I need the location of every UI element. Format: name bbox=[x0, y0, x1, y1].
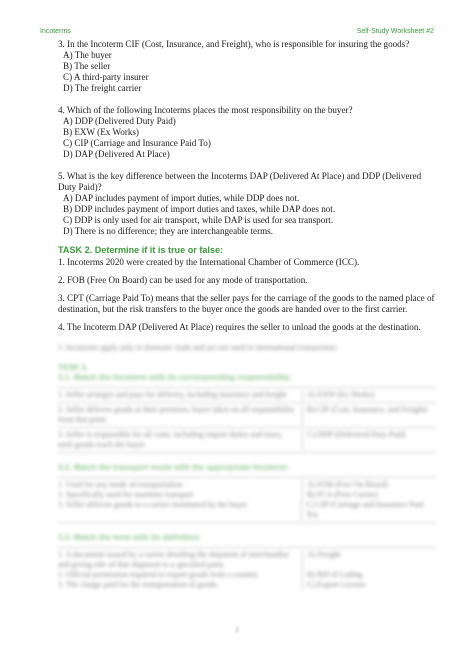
option: A) DAP includes payment of import duties, while DDP does not. bbox=[63, 193, 300, 203]
header-worksheet-label: Self-Study Worksheet #2 bbox=[356, 28, 434, 35]
table-row bbox=[58, 390, 436, 400]
table-cell: 1. Seller arranges and pays for delivery, including insurance and freight bbox=[58, 390, 303, 400]
header-title: Incoterms bbox=[40, 28, 71, 35]
table-cell: A) Freight bbox=[307, 550, 341, 559]
option: A) The buyer bbox=[63, 50, 112, 60]
statement: 5. Incoterms apply only to domestic trade and are not used in international transactions. bbox=[58, 343, 339, 352]
option: D) The freight carrier bbox=[63, 83, 142, 93]
table-cell: A) EXW (Ex Works) bbox=[307, 390, 375, 399]
task-2-title: TASK 2. Determine if it is true or false: bbox=[58, 245, 224, 255]
table-cell: 2. Official permission required to export goods from a country. bbox=[58, 570, 303, 580]
page-number: 2 bbox=[235, 626, 239, 634]
task-3-title: TASK 3. bbox=[58, 363, 89, 372]
table-row bbox=[58, 580, 436, 590]
table-row bbox=[58, 500, 436, 520]
statement: 3. CPT (Carriage Paid To) means that the seller pays for the carriage of the goods to the named place of destination, but the risk transfers to the buyer once the goods are handed over to the first carrier. bbox=[58, 293, 435, 314]
table-cell: 2. Specifically used for maritime transport bbox=[58, 490, 303, 500]
option: B) The seller bbox=[63, 61, 111, 71]
match-table-3-3 bbox=[58, 547, 436, 590]
option: C) DDP is only used for air transport, while DAP is used for sea transport. bbox=[63, 215, 334, 225]
section-3-3-title: 3.3. Match the term with its definition: bbox=[58, 533, 202, 542]
option: D) There is no difference; they are interchangeable terms. bbox=[63, 226, 273, 236]
option: A) DDP (Delivered Duty Paid) bbox=[63, 116, 176, 126]
statement: 1. Incoterms 2020 were created by the International Chamber of Commerce (ICC). bbox=[58, 257, 360, 267]
section-3-1-title: 3.1. Match the Incoterm with its corresponding responsibility: bbox=[58, 373, 292, 382]
table-cell: 3. Seller delivers goods to a carrier nominated by the buyer bbox=[58, 500, 302, 520]
table-cell: 2. Seller delivers goods at their premises; buyer takes on all responsibility from that point bbox=[58, 405, 303, 425]
question-options bbox=[63, 193, 436, 237]
worksheet-content bbox=[58, 39, 436, 340]
table-cell: 3. The charge paid for the transportation of goods. bbox=[58, 580, 303, 590]
section-3-2-title: 3.2. Match the transport mode with the appropriate Incoterm: bbox=[58, 463, 290, 472]
match-table-3-2 bbox=[58, 477, 436, 523]
table-cell: 1. A document issued by a carrier detailing the shipment of merchandise and giving title of that shipment to a specified party. bbox=[58, 550, 303, 570]
blurred-preview bbox=[58, 343, 436, 590]
question-3 bbox=[58, 39, 436, 94]
match-table-3-1 bbox=[58, 387, 436, 453]
table-row bbox=[58, 430, 436, 450]
statement: 2. FOB (Free On Board) can be used for any mode of transportation. bbox=[58, 275, 308, 285]
page-header bbox=[40, 28, 434, 38]
table-cell: B) Bill of Lading bbox=[307, 570, 363, 579]
option: C) CIP (Carriage and Insurance Paid To) bbox=[63, 138, 211, 148]
table-row bbox=[58, 550, 436, 570]
table-cell: C) DDP (Delivered Duty Paid) bbox=[307, 430, 406, 439]
table-cell: 3. Seller is responsible for all costs, including import duties and taxes, until goods reach the buyer bbox=[58, 430, 303, 450]
question-options bbox=[63, 50, 436, 94]
table-row bbox=[58, 405, 436, 425]
table-row bbox=[58, 570, 436, 580]
question-5 bbox=[58, 171, 436, 237]
question-text: 5. What is the key difference between the Incoterms DAP (Delivered At Place) and DDP (Delivered Duty Paid)? bbox=[58, 171, 422, 192]
table-cell: 1. Used for any mode of transportation bbox=[58, 480, 303, 490]
option: C) A third-party insurer bbox=[63, 72, 149, 82]
question-text: 3. In the Incoterm CIF (Cost, Insurance, and Freight), who is responsible for insuring the goods? bbox=[58, 39, 410, 49]
option: B) EXW (Ex Works) bbox=[63, 127, 139, 137]
question-options bbox=[63, 116, 436, 160]
table-cell: B) CIF (Cost, Insurance, and Freight) bbox=[307, 405, 428, 414]
option: B) DDP includes payment of import duties and taxes, while DAP does not. bbox=[63, 204, 336, 214]
table-row bbox=[58, 490, 436, 500]
table-cell: C) CIP (Carriage and Insurance Paid To) bbox=[306, 500, 424, 519]
table-row bbox=[58, 480, 436, 490]
statement: 4. The Incoterm DAP (Delivered At Place) requires the seller to unload the goods at the destination. bbox=[58, 322, 421, 332]
table-cell: A) FOB (Free On Board) bbox=[307, 480, 388, 489]
question-4 bbox=[58, 105, 436, 160]
task-2-items bbox=[58, 257, 436, 333]
table-cell: B) FCA (Free Carrier) bbox=[307, 490, 379, 499]
question-text: 4. Which of the following Incoterms places the most responsibility on the buyer? bbox=[58, 105, 353, 115]
table-cell: C) Export License bbox=[307, 580, 366, 589]
option: D) DAP (Delivered At Place) bbox=[63, 149, 170, 159]
